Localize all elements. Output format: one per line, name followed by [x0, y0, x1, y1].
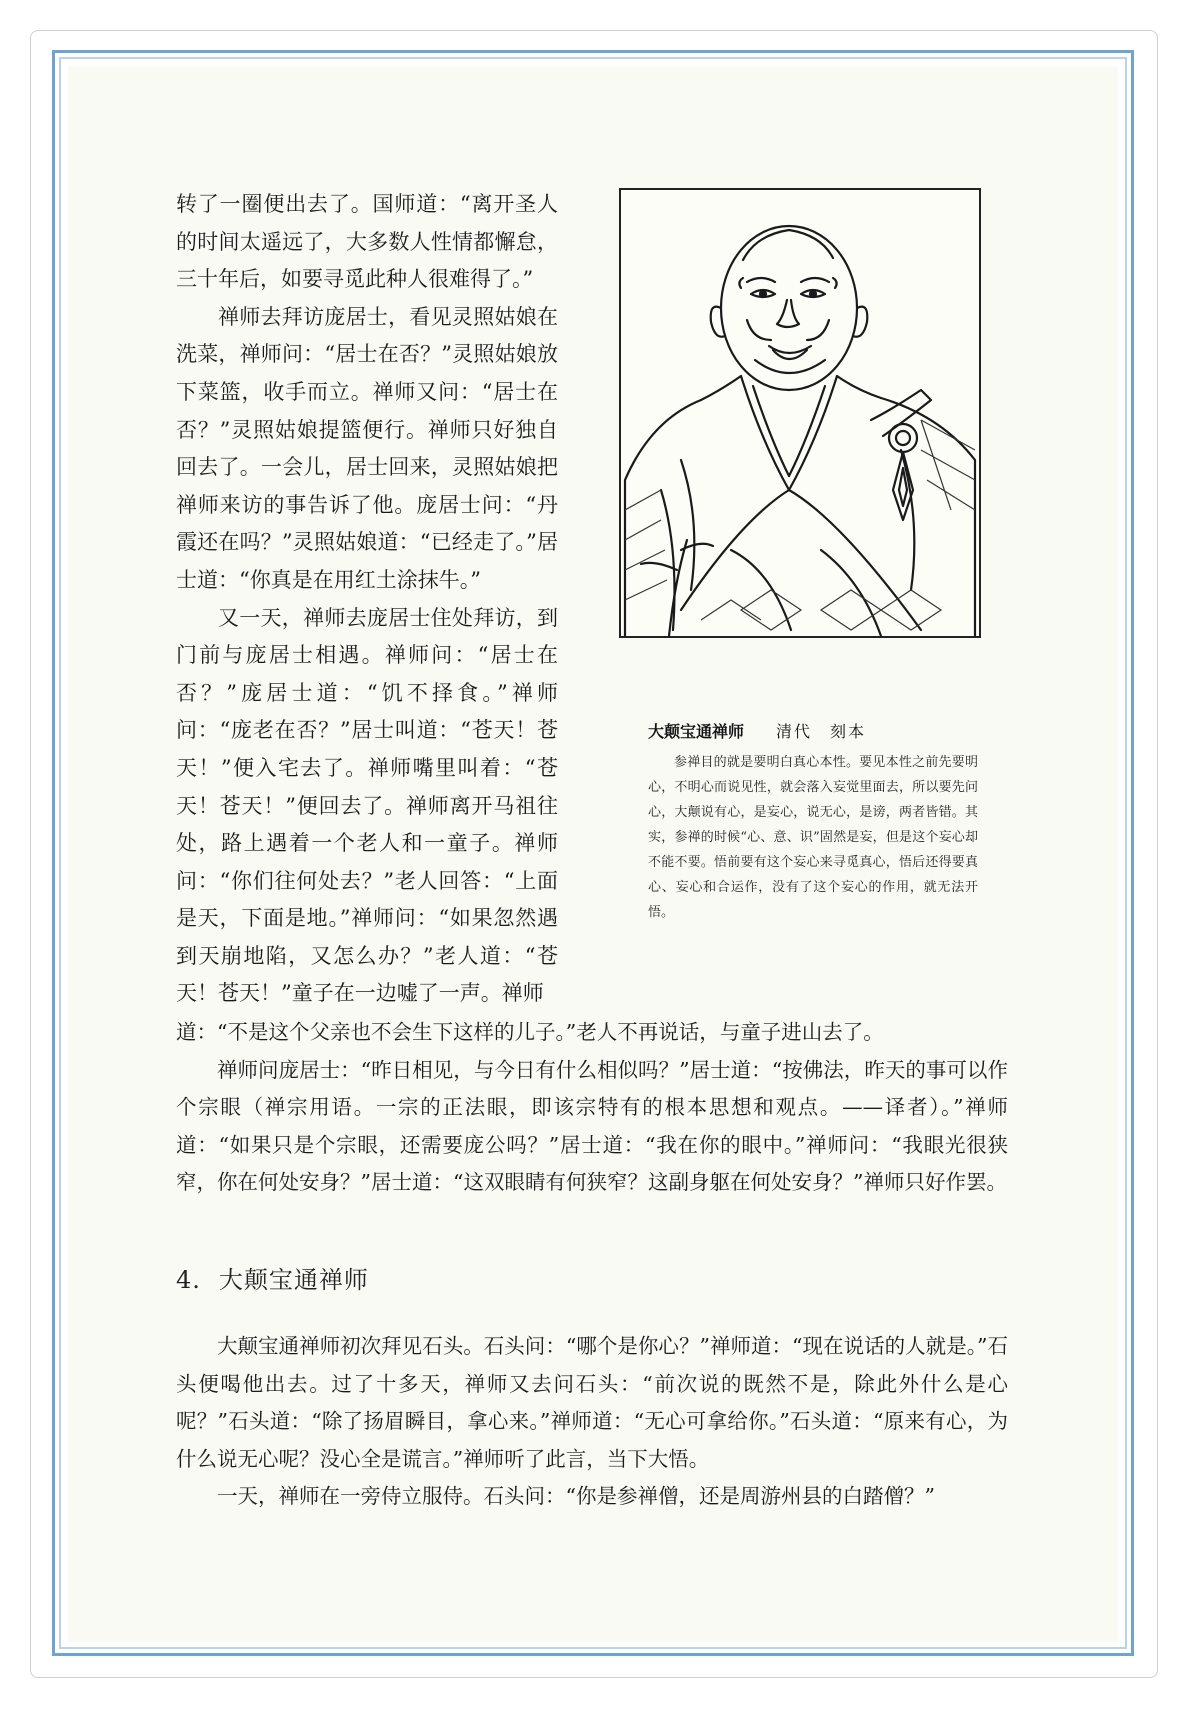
paragraph: 又一天，禅师去庞居士住处拜访，到门前与庞居士相遇。禅师问：“居士在否？”庞居士道：“饥不择食。”禅师问：“庞老在否？”居士叫道：“苍天！苍天！”便入宅去了。禅师嘴里叫着：“苍天！苍天！”便回去了。禅师离开马祖往处，路上遇着一个老人和一童子。禅师问：“你们往何处去？”老人回答：“上面是天，下面是地。”禅师问：“如果忽然遇到天崩地陷，又怎么办？”老人道：“苍天！苍天！”童子在一边嘘了一声。禅师	[176, 605, 558, 1006]
left-column-text	[176, 186, 558, 1013]
paragraph: 禅师问庞居士：“昨日相见，与今日有什么相似吗？”居士道：“按佛法，昨天的事可以作个宗眼（禅宗用语。一宗的正法眼，即该宗特有的根本思想和观点。——译者）。”禅师道：“如果只是个宗眼，还需要庞公吗？”居士道：“我在你的眼中。”禅师问：“我眼光很狭窄，你在何处安身？”居士道：“这双眼睛有何狭窄？这副身躯在何处安身？”禅师只好作罢。	[176, 1057, 1008, 1195]
caption-text: 参禅目的就是要明白真心本性。要见本性之前先要明心，不明心而说见性，就会落入妄觉里面去，所以要先问心，大颠说有心，是妄心，说无心，是谤，两者皆错。其实，参禅的时候“心、意、识”固然是妄，但是这个妄心却不能不要。悟前要有这个妄心来寻觅真心，悟后还得要真心、妄心和合运作，没有了这个妄心的作用，就无法开悟。	[648, 755, 978, 920]
paragraph: 道：“不是这个父亲也不会生下这样的儿子。”老人不再说话，与童子进山去了。	[176, 1020, 884, 1044]
paragraph: 一天，禅师在一旁侍立服侍。石头问：“你是参禅僧，还是周游州县的白踏僧？”	[217, 1484, 935, 1509]
illustration-caption	[648, 719, 978, 925]
monk-portrait-drawing	[621, 190, 979, 636]
paragraph: 大颠宝通禅师初次拜见石头。石头问：“哪个是你心？”禅师道：“现在说话的人就是。”石头便喝他出去。过了十多天，禅师又去问石头：“前次说的既然不是，除此外什么是心呢？”石头道：“除了扬眉瞬目，拿心来。”禅师道：“无心可拿给你。”石头道：“原来有心，为什么说无心呢？没心全是谎言。”禅师听了此言，当下大悟。	[176, 1334, 1008, 1471]
section-number: 4.	[176, 1266, 201, 1294]
section-heading	[176, 1260, 387, 1295]
caption-title-line	[648, 719, 978, 742]
book-page	[68, 66, 1118, 1642]
section-text	[176, 1328, 1008, 1516]
caption-meta: 清代 刻本	[776, 722, 867, 741]
monk-portrait-illustration	[619, 188, 981, 638]
full-width-text	[176, 1014, 1008, 1202]
caption-title: 大颠宝通禅师	[648, 722, 745, 741]
paragraph: 转了一圈便出去了。国师道：“离开圣人的时间太遥远了，大多数人性情都懈怠，三十年后，如要寻觅此种人很难得了。”	[176, 192, 558, 292]
paragraph: 禅师去拜访庞居士，看见灵照姑娘在洗菜，禅师问：“居士在否？”灵照姑娘放下菜篮，收手而立。禅师又问：“居士在否？”灵照姑娘提篮便行。禅师只好独自回去了。一会儿，居士回来，灵照姑娘把禅师来访的事告诉了他。庞居士问：“丹霞还在吗？”灵照姑娘道：“已经走了。”居士道：“你真是在用红土涂抹牛。”	[176, 304, 558, 592]
section-title: 大颠宝通禅师	[218, 1266, 369, 1294]
